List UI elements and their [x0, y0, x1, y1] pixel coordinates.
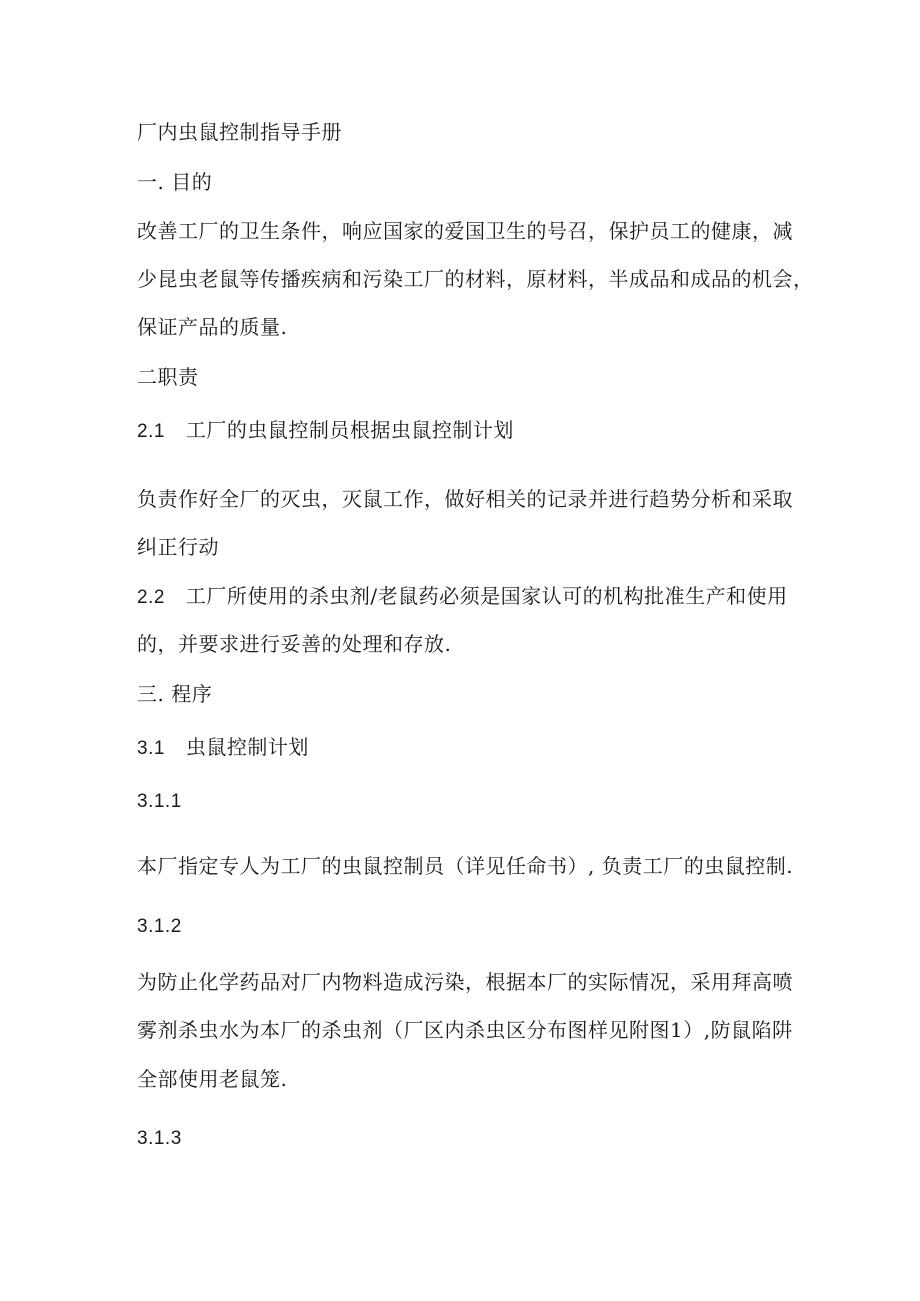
- duty-2-1-continuation-line-1: 负责作好全厂的灭虫，灭鼠工作，做好相关的记录并进行趋势分析和采取: [137, 487, 793, 511]
- procedure-3-1-2-text-line-1: 为防止化学药品对厂内物料造成污染，根据本厂的实际情况，采用拜高喷: [137, 970, 793, 994]
- section-duties-heading: 二职责: [137, 365, 199, 389]
- duty-2-2: [137, 583, 788, 611]
- purpose-text-line-3: 保证产品的质量.: [137, 315, 288, 339]
- duty-2-2-continuation-line-1: 的，并要求进行妥善的处理和存放.: [137, 632, 452, 656]
- purpose-text-line-2: 少昆虫老鼠等传播疾病和污染工厂的材料，原材料，半成品和成品的机会，: [137, 267, 814, 291]
- section-procedure-heading: 三. 程序: [137, 682, 213, 706]
- procedure-3-1-number: 3.1: [137, 738, 165, 759]
- procedure-3-1-1-text: 本厂指定专人为工厂的虫鼠控制员（详见任命书）, 负责工厂的虫鼠控制.: [137, 854, 794, 878]
- procedure-3-1: [137, 734, 309, 762]
- duty-2-2-number: 2.2: [137, 587, 165, 608]
- section-purpose-heading: 一. 目的: [137, 170, 213, 194]
- duty-2-2-text: 工厂所使用的杀虫剂/老鼠药必须是国家认可的机构批准生产和使用: [185, 584, 788, 608]
- procedure-3-1-3-number: 3.1.3: [137, 1128, 182, 1149]
- procedure-3-1-text: 虫鼠控制计划: [185, 735, 309, 759]
- document-title: 厂内虫鼠控制指导手册: [137, 120, 342, 144]
- procedure-3-1-2-text-line-3: 全部使用老鼠笼.: [137, 1067, 288, 1091]
- purpose-text-line-1: 改善工厂的卫生条件，响应国家的爱国卫生的号召，保护员工的健康，减: [137, 219, 793, 243]
- duty-2-1-number: 2.1: [137, 421, 165, 442]
- procedure-3-1-2-text-line-2: 雾剂杀虫水为本厂的杀虫剂（厂区内杀虫区分布图样见附图1）,防鼠陷阱: [137, 1018, 793, 1042]
- procedure-3-1-2-number: 3.1.2: [137, 916, 182, 937]
- duty-2-1-continuation-line-2: 纠正行动: [137, 535, 219, 559]
- duty-2-1-text: 工厂的虫鼠控制员根据虫鼠控制计划: [185, 418, 514, 442]
- procedure-3-1-1-number: 3.1.1: [137, 791, 182, 812]
- duty-2-1: [137, 417, 514, 445]
